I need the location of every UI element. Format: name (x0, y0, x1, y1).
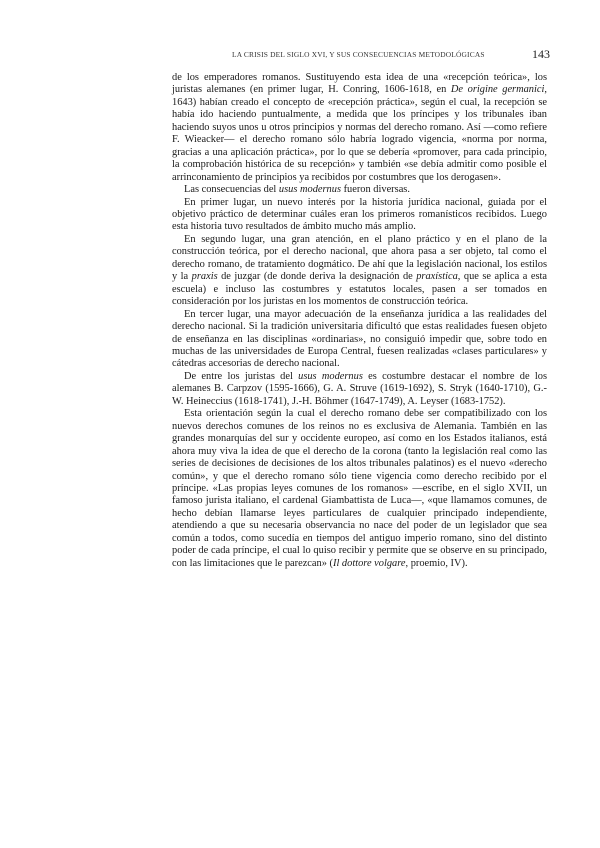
paragraph (172, 408, 547, 570)
text-segment: fueron diversas. (340, 184, 410, 196)
page-header (232, 47, 562, 63)
text-segment: , proemio, IV). (405, 557, 468, 569)
text-segment: de los emperadores romanos. Sustituyendo esta idea de una «recepción teórica», los juristas alemanes (en primer lugar, H. Conring, 1606-1618, en (172, 72, 547, 96)
paragraph (172, 309, 547, 371)
body-text (172, 72, 547, 570)
text-segment: En segundo lugar, una gran atención, en el plano práctico y en el plano de la construcción teórica, por el derecho nacional, que ahora pasa a ser objeto, tal como el derecho romano, de tratamiento dogmático. De ahí que la legislación nacional, los estilos y la (172, 233, 547, 283)
paragraph (172, 197, 547, 234)
text-segment: De entre los juristas del (184, 370, 299, 382)
text-segment: Las consecuencias del (184, 184, 279, 196)
paragraph (172, 72, 547, 184)
paragraph (172, 371, 547, 408)
italic-text: usus modernus (278, 184, 341, 196)
italic-text: usus modernus (298, 370, 363, 382)
text-segment: Esta orientación según la cual el derecho romano debe ser compatibilizado con los nuevos derechos comunes de los reinos no es exclusiva de Alemania. También en las grandes monarquías del sur y occidente europeo, así como en los Estados italianos, está ahora muy viva la idea de que el derecho de la corona (tanto la legislación real como las series de decisiones de decisiones de los altos tribunales palatinos) es el nuevo «derecho común», y que el derecho romano sólo tiene vigencia como derecho recibido por el príncipe. «Las propias leyes comunes de los romanos» —escribe, en el siglo XVII, un famoso jurista italiano, el cardenal Giambattista de Luca—, «que llamamos comunes, de hecho debían llamarse leyes particulares de cualquier principado independiente, atendiendo a que su necesaria observancia no nace del poder de un legislador que sea común a todos, como sucedía en tiempos del antiguo imperio romano, sino del distinto poder de cada príncipe, el cual lo quiso recibir y permite que se observe en su principado, con las limitaciones que le parezcan» ( (172, 408, 547, 569)
text-segment: , 1643) habían creado el concepto de «recepción práctica», según el cual, la recepción se había ido haciendo puntualmente, a medida que los príncipes y los tribunales iban haciendo suyos unos u otros principios y normas del derecho romano. Así —como refiere F. Wieacker— el derecho romano sólo habría logrado vigencia, «norma por norma, gracias a una aplicación práctica», por lo que se debería «promover, para cada principio, la comprobación histórica de su recepción» y también «se debía admitir como posible el arrinconamiento de principios ya recibidos por costumbres que los derogasen». (172, 84, 547, 183)
paragraph (172, 184, 547, 196)
italic-text: praxística (416, 271, 458, 283)
text-segment: de juzgar (de donde deriva la designación de (217, 271, 417, 283)
paragraph (172, 234, 547, 309)
page-number: 143 (532, 47, 550, 61)
italic-text: De origine germanici (450, 84, 545, 96)
text-segment: , que se aplica a esta escuela) e incluso las costumbres y estatutos locales, pasen a ser tomados en consideración por los juristas en los momentos de construcción teórica. (172, 271, 547, 308)
text-segment: En tercer lugar, una mayor adecuación de la enseñanza jurídica a las realidades del derecho nacional. Si la tradición universitaria dificultó que estas realidades fuesen objeto de enseñanza en las disciplinas «ordinarias», no consiguió impedir que, sobre todo en muchas de las universidades de Europa Central, fuesen realizadas «clases particulares» y cátedras accesorias de derecho nacional. (172, 308, 547, 370)
text-segment: En primer lugar, un nuevo interés por la historia jurídica nacional, guiada por el objetivo práctico de determinar cuáles eran los primeros romanísticos recibidos. Luego esta historia tuvo resultados de ámbito mucho más amplio. (172, 196, 547, 233)
running-head: LA CRISIS DEL SIGLO XVI, Y SUS CONSECUENCIAS METODOLÓGICAS (232, 50, 485, 59)
italic-text: Il dottore volgare (332, 557, 406, 569)
text-segment: es costumbre destacar el nombre de los alemanes B. Carpzov (1595-1666), G. A. Struve (1619-1692), S. Stryk (1640-1710), G.-W. Heineccius (1618-1741), J.-H. Böhmer (1647-1749), A. Leyser (1683-1752). (172, 370, 547, 407)
italic-text: praxis (191, 271, 218, 283)
